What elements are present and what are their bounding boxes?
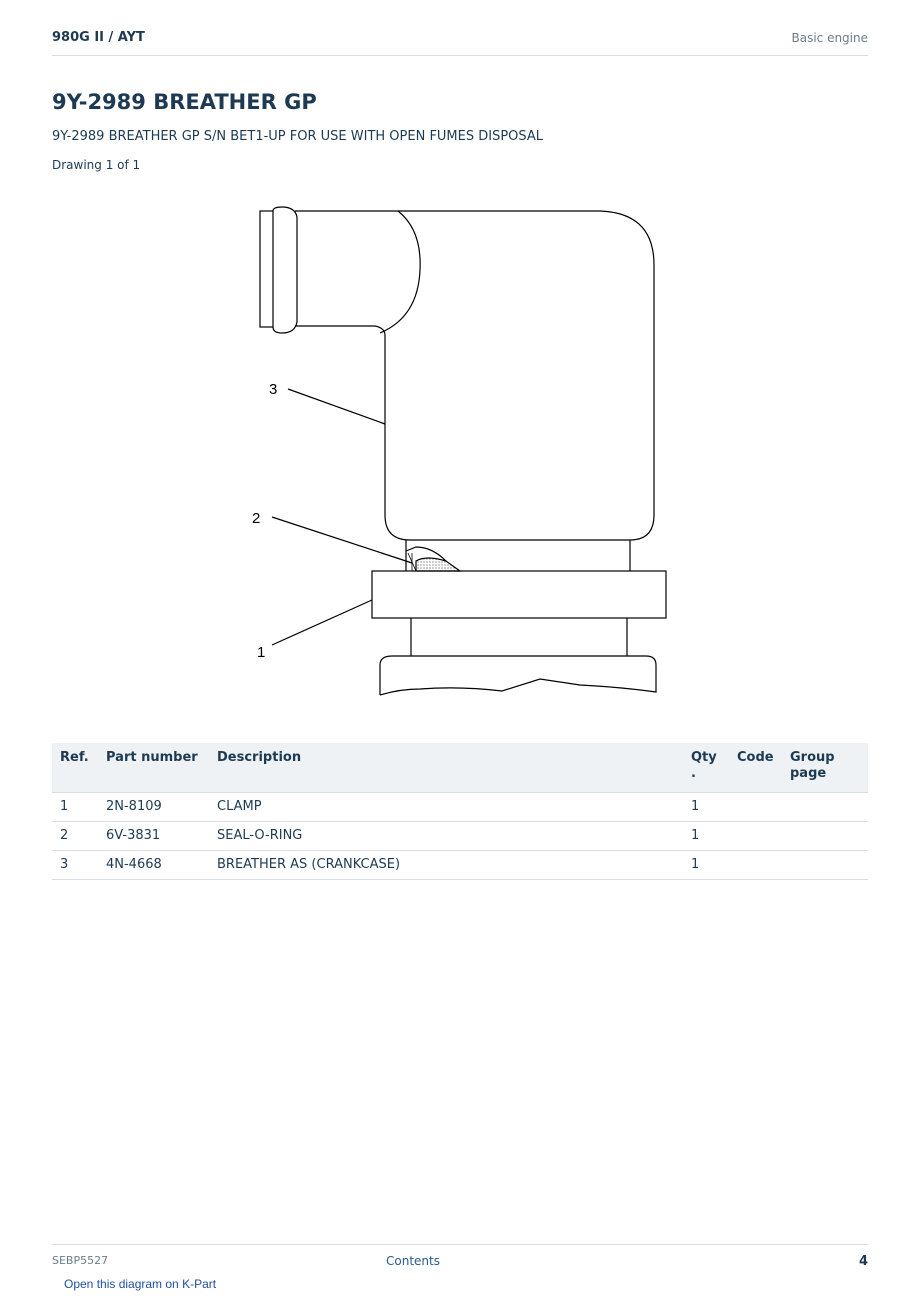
breather-body [295, 211, 654, 540]
col-header-qty: Qty . [683, 743, 729, 793]
cell-description: BREATHER AS (CRANKCASE) [209, 851, 683, 880]
cell-group-page [782, 851, 868, 880]
cell-qty: 1 [683, 822, 729, 851]
page-number: 4 [858, 1254, 868, 1269]
cell-group-page [782, 822, 868, 851]
cell-part-number: 2N-8109 [98, 793, 209, 822]
cell-code [729, 822, 782, 851]
callout-2: 2 [252, 510, 261, 527]
cell-ref: 2 [52, 822, 98, 851]
machine-model: 980G II / AYT [52, 30, 145, 45]
cell-ref: 1 [52, 793, 98, 822]
cell-description: SEAL-O-RING [209, 822, 683, 851]
cell-code [729, 851, 782, 880]
callout-3: 3 [269, 381, 278, 398]
callout-1: 1 [257, 644, 266, 661]
open-kpart-link[interactable]: Open this diagram on K-Part [64, 1277, 217, 1291]
drawing-count: Drawing 1 of 1 [52, 158, 141, 172]
cell-qty: 1 [683, 851, 729, 880]
page-header [52, 28, 868, 56]
page-title: 9Y-2989 BREATHER GP [52, 90, 317, 114]
elbow-curve [380, 211, 420, 333]
table-row [52, 822, 868, 851]
leader-line-1 [272, 600, 372, 645]
leader-line-2 [272, 517, 412, 563]
col-header-ref: Ref. [52, 743, 98, 793]
parts-table [52, 743, 868, 880]
page-footer [52, 1244, 868, 1275]
cell-group-page [782, 793, 868, 822]
col-header-group-page: Group page [782, 743, 868, 793]
col-header-part-number: Part number [98, 743, 209, 793]
cell-ref: 3 [52, 851, 98, 880]
col-header-description: Description [209, 743, 683, 793]
cell-description: CLAMP [209, 793, 683, 822]
table-header-row [52, 743, 868, 793]
col-header-code: Code [729, 743, 782, 793]
seal-o-ring [416, 558, 460, 571]
cell-part-number: 4N-4668 [98, 851, 209, 880]
crankcase-stub [380, 656, 656, 695]
cell-code [729, 793, 782, 822]
document-id: SEBP5527 [52, 1254, 109, 1267]
breather-diagram [240, 195, 680, 705]
clamp-band [372, 571, 666, 618]
table-row [52, 851, 868, 880]
contents-link[interactable]: Contents [386, 1254, 440, 1268]
page-subtitle: 9Y-2989 BREATHER GP S/N BET1-UP FOR USE WITH OPEN FUMES DISPOSAL [52, 129, 544, 144]
section-name: Basic engine [791, 31, 868, 45]
leader-line-3 [288, 389, 385, 424]
table-row [52, 793, 868, 822]
cell-qty: 1 [683, 793, 729, 822]
outlet-pipe-end [260, 211, 273, 327]
cell-part-number: 6V-3831 [98, 822, 209, 851]
